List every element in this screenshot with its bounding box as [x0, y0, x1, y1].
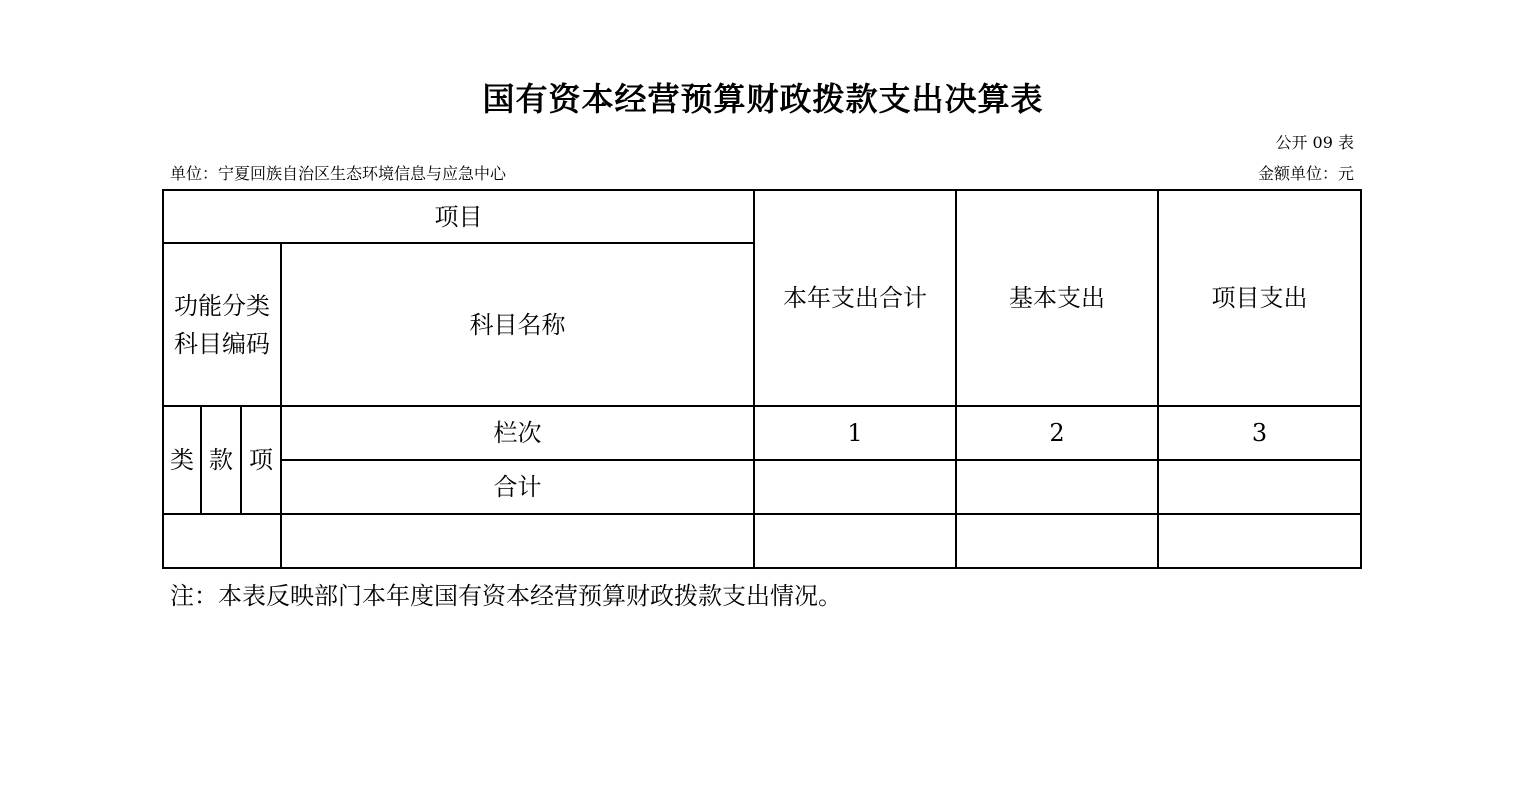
- subject-name-header: 科目名称: [469, 310, 566, 339]
- table-note: 注：本表反映部门本年度国有资本经营预算财政拨款支出情况。: [170, 582, 842, 610]
- table-border-bottom: [162, 567, 1362, 569]
- column-index-1: 1: [847, 419, 863, 447]
- total-project-value: [1159, 461, 1360, 513]
- form-number: 公开 09 表: [1275, 133, 1354, 152]
- basic-expense-header: 基本支出: [1009, 284, 1105, 312]
- column-index-label: 栏次: [493, 419, 542, 447]
- annual-total-header: 本年支出合计: [783, 284, 927, 312]
- amount-unit: 金额单位：元: [1257, 164, 1354, 183]
- category-code-header: [164, 244, 280, 405]
- column-index-3: 3: [1251, 419, 1268, 447]
- total-annual-value: [755, 461, 955, 513]
- total-row-label: 合计: [493, 473, 542, 501]
- section-header: 款: [209, 446, 233, 474]
- data-row-basic-expense: [957, 515, 1157, 567]
- budget-expenditure-table: [162, 189, 1362, 569]
- column-index-2: 2: [1049, 419, 1065, 447]
- category-code-line-1: 功能分类: [174, 291, 270, 320]
- data-row-subject-name: [282, 515, 753, 567]
- item-header: 项: [249, 446, 273, 474]
- page-title: 国有资本经营预算财政拨款支出决算表: [482, 80, 1044, 118]
- class-header: 类: [170, 446, 194, 474]
- project-header: 项目: [434, 202, 483, 231]
- data-row-annual-total: [755, 515, 955, 567]
- project-expense-header: 项目支出: [1211, 284, 1308, 312]
- total-basic-value: [957, 461, 1157, 513]
- data-row-project-expense: [1159, 515, 1360, 567]
- table-border-right: [1360, 189, 1362, 569]
- reporting-unit: 单位：宁夏回族自治区生态环境信息与应急中心: [170, 164, 507, 183]
- category-code-line-2: 科目编码: [174, 329, 270, 358]
- data-row-code: [164, 515, 280, 567]
